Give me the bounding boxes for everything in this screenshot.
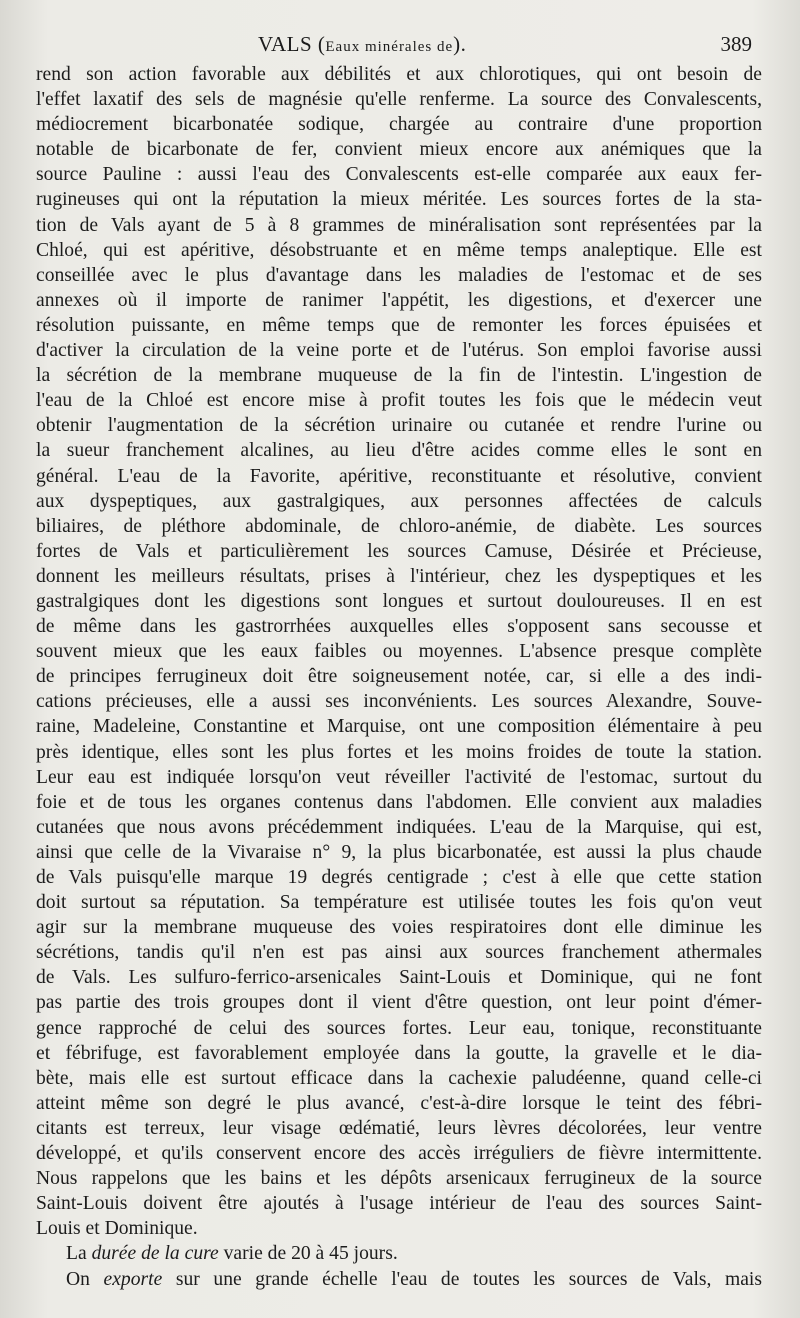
paragraph-1 [36,62,762,1241]
text-line: citants est terreux, leur visage œdématié, leurs lèvres décolorées, leur ventre [36,1117,762,1139]
text-line: de même dans les gastrorrhées auxquelles elles s'opposent sans secousse et [36,616,762,638]
text-line: et fébrifuge, est favorablement employée dans la goutte, la gravelle et le dia- [36,1042,762,1064]
text-line: tion de Vals ayant de 5 à 8 grammes de minéralisation sont représentées par la [36,214,762,236]
paragraph-2-end: varie de 20 à 45 jours. [218,1243,398,1265]
text-line: pas partie des trois groupes dont il vient d'être question, ont leur point d'émer- [36,992,762,1014]
paragraph-3 [36,1267,762,1292]
paragraph-2-start: La [66,1243,92,1265]
text-line: fortes de Vals et particulièrement les sources Camuse, Désirée et Précieuse, [36,540,762,562]
text-line: gence rapproché de celui des sources fortes. Leur eau, tonique, reconstituante [36,1017,762,1039]
text-line: la sécrétion de la membrane muqueuse de la fin de l'intestin. L'ingestion de [36,365,762,387]
text-line: foie et de tous les organes contenus dans l'abdomen. Elle convient aux maladies [36,791,762,813]
text-line: la sueur franchement alcalines, au lieu d'être acides comme elles le sont en [36,440,762,462]
text-line: de Vals puisqu'elle marque 19 degrés centigrade ; c'est à elle que cette station [36,867,762,888]
text-line: de principes ferrugineux doit être soigneusement notée, car, si elle a des indi- [36,666,762,688]
text-line: Nous rappelons que les bains et les dépôts arsenicaux ferrugineux de la source [36,1168,762,1190]
text-line: doit surtout sa réputation. Sa température est utilisée toutes les fois qu'on veut [36,892,762,914]
text-line: rend son action favorable aux débilités et aux chlorotiques, qui ont besoin de [36,64,762,85]
text-line: Chloé, qui est apéritive, désobstruante et en même temps analeptique. Elle est [36,239,762,261]
text-line: annexes où il importe de ranimer l'appétit, les digestions, et d'exercer une [36,289,762,311]
text-line: notable de bicarbonate de fer, convient mieux encore aux anémiques que la [36,139,762,161]
running-title-smallcaps: Eaux minérales de [325,39,454,55]
text-line: source Pauline : aussi l'eau des Convalescents est-elle comparée aux eaux fer- [36,164,762,186]
text-line: raine, Madeleine, Constantine et Marquise, ont une composition élémentaire à peu [36,716,762,738]
text-line: gastralgiques dont les digestions sont longues et surtout douloureuses. Il en est [36,590,762,612]
text-line: aux dyspeptiques, aux gastralgiques, aux personnes affectées de calculs [36,490,762,512]
text-line: souvent mieux que les eaux faibles ou moyennes. L'absence presque complète [36,641,762,663]
text-line: rugineuses qui ont la réputation la mieux méritée. Les sources fortes de la sta- [36,189,762,211]
running-head [0,30,800,60]
paragraph-3-start: On [66,1268,104,1290]
running-title-main: VALS ( [258,32,326,56]
paragraph-3-end: sur une grande échelle l'eau de toutes les sources de Vals, mais [162,1268,762,1290]
text-line: cations précieuses, elle a aussi ses inconvénients. Les sources Alexandre, Souve- [36,691,762,713]
running-title [258,32,466,57]
text-line: atteint même son degré le plus avancé, c'est-à-dire lorsque le teint des fébri- [36,1092,762,1114]
text-line: l'eau de la Chloé est encore mise à profit toutes les fois que le médecin veut [36,390,762,412]
text-line: de Vals. Les sulfuro-ferrico-arsenicales Saint-Louis et Dominique, qui ne font [36,967,762,989]
text-line: d'activer la circulation de la veine porte et de l'utérus. Son emploi favorise aussi [36,340,762,362]
text-line: Leur eau est indiquée lorsqu'on veut réveiller l'activité de l'estomac, surtout du [36,766,762,788]
paragraph-3-italic: exporte [103,1268,163,1290]
running-title-end: ). [453,32,467,56]
text-line: cutanées que nous avons précédemment indiquées. L'eau de la Marquise, qui est, [36,816,762,838]
text-line: conseillée avec le plus d'avantage dans les maladies de l'estomac et de ses [36,264,762,286]
text-line: Louis et Dominique. [36,1218,198,1240]
text-line: ainsi que celle de la Vivaraise n° 9, la plus bicarbonatée, est aussi la plus chaude [36,841,762,863]
text-line: général. L'eau de la Favorite, apéritive, reconstituante et résolutive, convient [36,465,762,487]
text-line: près identique, elles sont les plus fortes et les moins froides de toute la station. [36,741,762,763]
text-line: l'effet laxatif des sels de magnésie qu'elle renferme. La source des Convalescents, [36,89,762,111]
paragraph-2-italic: durée de la cure [91,1243,219,1265]
text-line: résolution puissante, en même temps que de remonter les forces épuisées et [36,314,762,336]
text-line: agir sur la membrane muqueuse des voies respiratoires dont elle diminue les [36,917,762,939]
text-line: médiocrement bicarbonatée sodique, chargée au contraire d'une proportion [36,114,762,136]
text-line: bète, mais elle est surtout efficace dans la cachexie paludéenne, quand celle-ci [36,1067,762,1089]
page-number: 389 [720,32,752,56]
text-line: développé, et qu'ils conservent encore des accès irréguliers de fièvre intermittente. [36,1143,762,1165]
text-line: obtenir l'augmentation de la sécrétion urinaire ou cutanée et rendre l'urine ou [36,415,762,437]
text-line: Saint-Louis doivent être ajoutés à l'usage intérieur de l'eau des sources Saint- [36,1193,762,1215]
paragraph-2 [36,1241,762,1266]
text-line: biliaires, de pléthore abdominale, de chloro-anémie, de diabète. Les sources [36,515,762,537]
text-line: sécrétions, tandis qu'il n'en est pas ainsi aux sources franchement athermales [36,942,762,964]
text-line: donnent les meilleurs résultats, prises à l'intérieur, chez les dyspeptiques et les [36,565,762,587]
body-text [36,62,762,1292]
